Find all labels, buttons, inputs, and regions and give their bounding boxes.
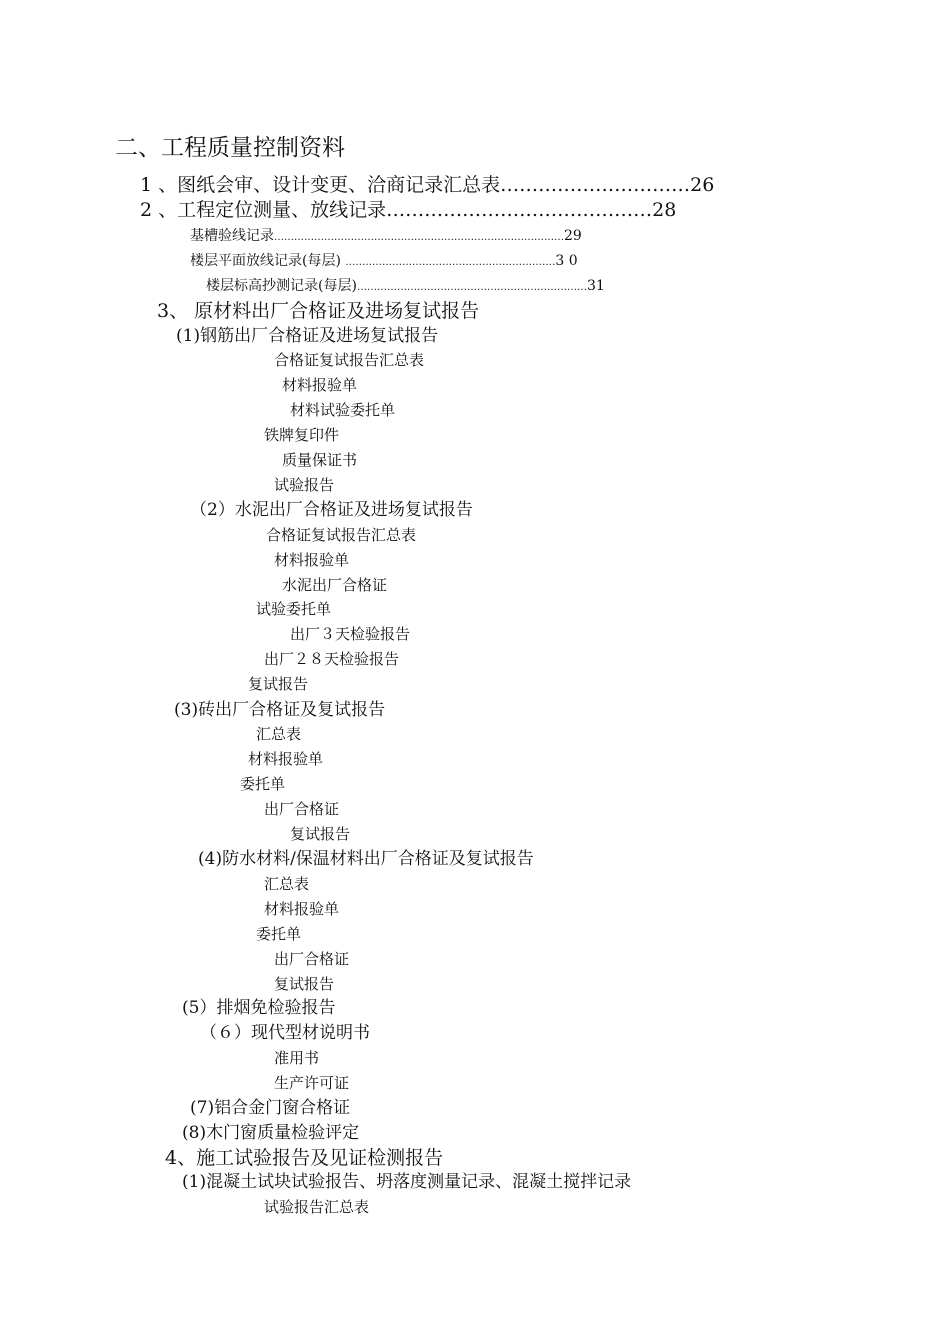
toc-page: 31 <box>586 278 605 294</box>
section-title: 二、工程质量控制资料 <box>115 135 345 161</box>
list-item: 材料报验单 <box>274 551 350 569</box>
list-item: 材料试验委托单 <box>290 401 396 419</box>
list-item: (3)砖出厂合格证及复试报告 <box>174 700 386 720</box>
list-item: 出厂３天检验报告 <box>290 625 411 643</box>
list-item: (7)铝合金门窗合格证 <box>190 1098 351 1118</box>
toc-leader: …………………………………………………………… <box>356 282 587 293</box>
toc-entry <box>206 279 605 293</box>
list-item: 合格证复试报告汇总表 <box>266 526 417 544</box>
list-item: 合格证复试报告汇总表 <box>274 351 425 369</box>
toc-leader: …………………………………………………………………………… <box>274 232 564 243</box>
toc-page: 26 <box>690 174 715 196</box>
toc-page: 28 <box>652 199 677 221</box>
toc-leader: …………………………………… <box>386 199 653 221</box>
list-item: 复试报告 <box>274 975 335 993</box>
toc-page: 3 0 <box>555 253 578 269</box>
toc-entry <box>140 201 676 220</box>
list-item: (5）排烟免检验报告 <box>182 998 336 1018</box>
list-item: （６）现代型材说明书 <box>200 1023 370 1043</box>
subsection-heading: 4、施工试验报告及见证检测报告 <box>165 1147 444 1169</box>
list-item: 水泥出厂合格证 <box>282 576 388 594</box>
toc-leader: ………………………… <box>500 174 691 196</box>
toc-leader: ……………………………………………………… <box>345 257 556 268</box>
list-item: (1)钢筋出厂合格证及进场复试报告 <box>176 326 439 346</box>
list-item: 材料报验单 <box>248 750 324 768</box>
toc-label: 1 、图纸会审、设计变更、洽商记录汇总表 <box>140 174 501 196</box>
toc-entry <box>140 176 714 195</box>
list-item: 试验报告 <box>274 476 335 494</box>
toc-label: 基槽验线记录 <box>190 228 274 244</box>
list-item: 汇总表 <box>264 875 310 893</box>
list-item: 试验报告汇总表 <box>264 1198 370 1216</box>
toc-page: 29 <box>564 228 582 244</box>
list-item: 委托单 <box>256 925 302 943</box>
list-item: 出厂合格证 <box>274 950 350 968</box>
list-item: 生产许可证 <box>274 1074 350 1092</box>
list-item: 准用书 <box>274 1049 320 1067</box>
list-item: 汇总表 <box>256 725 302 743</box>
list-item: 出厂２８天检验报告 <box>264 650 400 668</box>
list-item: 复试报告 <box>248 675 309 693</box>
list-item: (4)防水材料/保温材料出厂合格证及复试报告 <box>198 849 534 869</box>
list-item: 复试报告 <box>290 825 351 843</box>
list-item: 质量保证书 <box>282 451 358 469</box>
list-item: 委托单 <box>240 775 286 793</box>
toc-label: 2 、工程定位测量、放线记录 <box>140 199 387 221</box>
list-item: 铁牌复印件 <box>264 426 340 444</box>
toc-entry <box>190 254 578 268</box>
list-item: （2）水泥出厂合格证及进场复试报告 <box>190 500 473 520</box>
list-item: 材料报验单 <box>282 376 358 394</box>
list-item: 出厂合格证 <box>264 800 340 818</box>
list-item: (1)混凝土试块试验报告、坍落度测量记录、混凝土搅拌记录 <box>182 1172 632 1192</box>
subsection-heading: 3、 原材料出厂合格证及进场复试报告 <box>157 300 480 322</box>
list-item: 材料报验单 <box>264 900 340 918</box>
toc-label: 楼层标高抄测记录(每层) <box>206 278 357 294</box>
list-item: (8)木门窗质量检验评定 <box>182 1123 360 1143</box>
list-item: 试验委托单 <box>256 600 332 618</box>
toc-entry <box>190 229 582 243</box>
toc-label: 楼层平面放线记录(每层) <box>190 253 346 269</box>
